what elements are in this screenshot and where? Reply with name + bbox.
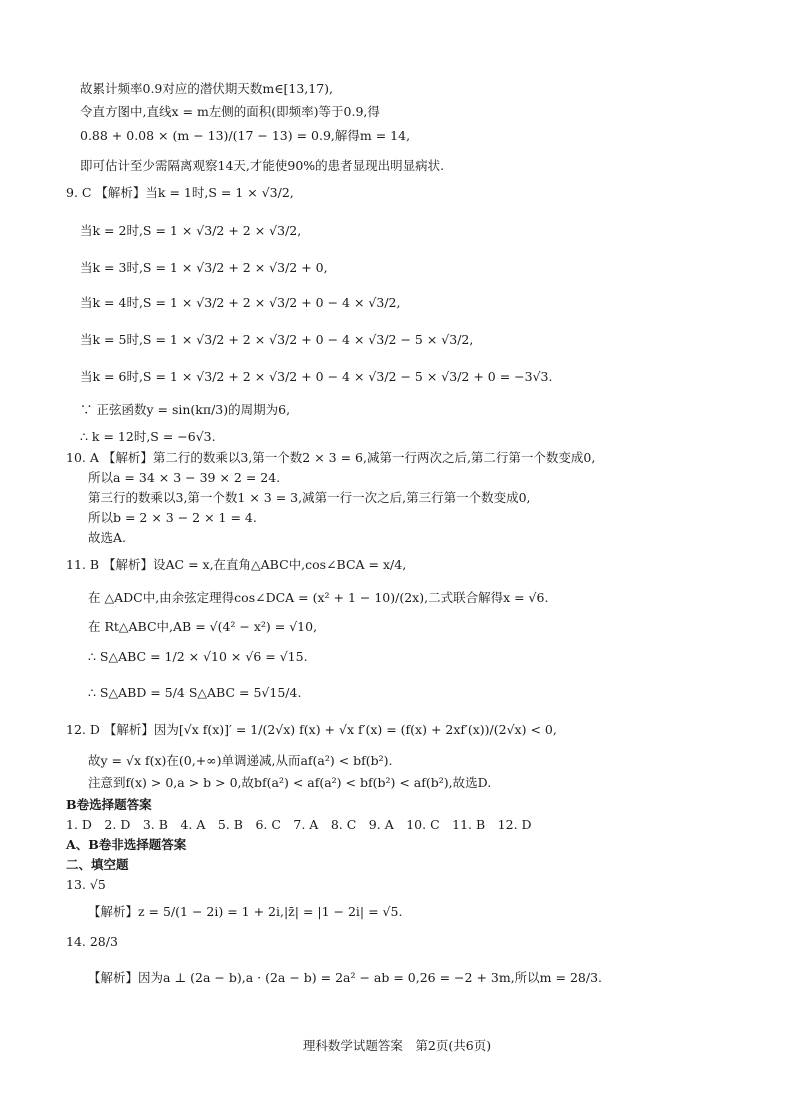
text-line-3: 0.88 + 0.08 × (m − 13)/(17 − 13) = 0.9,解得m = 14, bbox=[80, 128, 411, 143]
q9-period: ∵ 正弦函数y = sin(kπ/3)的周期为6, bbox=[80, 402, 291, 417]
q13-explanation: 【解析】z = 5/(1 − 2i) = 1 + 2i,|z̄| = |1 − 2i| = √5. bbox=[88, 904, 403, 919]
b-choice-answers: 1. D 2. D 3. B 4. A 5. B 6. C 7. A 8. C 9. A 10. C 11. B 12. D bbox=[66, 817, 532, 832]
q10-step-row3: 第三行的数乘以3,第一个数1 × 3 = 3,减第一行一次之后,第三行第一个数变成0, bbox=[88, 490, 531, 505]
q12-monotone: 故y = √x f(x)在(0,+∞)单调递减,从而af(a²) < bf(b²). bbox=[88, 753, 393, 768]
q9-step-4: 当k = 4时,S = 1 × √3/2 + 2 × √3/2 + 0 − 4 × √3/2, bbox=[80, 295, 401, 310]
q10-step-a: 所以a = 34 × 3 − 39 × 2 = 24. bbox=[88, 470, 281, 485]
q11-area-abc: ∴ S△ABC = 1/2 × √10 × √6 = √15. bbox=[88, 649, 308, 664]
q11-answer: 11. B 【解析】设AC = x,在直角△ABC中,cos∠BCA = x/4, bbox=[66, 557, 407, 572]
q12-conclusion: 注意到f(x) > 0,a > b > 0,故bf(a²) < af(a²) < bf(b²) < af(b²),故选D. bbox=[88, 775, 492, 790]
page-footer: 理科数学试题答案 第2页(共6页) bbox=[302, 1038, 492, 1053]
q9-step-6: 当k = 6时,S = 1 × √3/2 + 2 × √3/2 + 0 − 4 × √3/2 − 5 × √3/2 + 0 = −3√3. bbox=[80, 369, 553, 384]
q14-explanation: 【解析】因为a ⊥ (2a − b),a · (2a − b) = 2a² − ab = 0,26 = −2 + 3m,所以m = 28/3. bbox=[88, 970, 602, 985]
q9-step-5: 当k = 5时,S = 1 × √3/2 + 2 × √3/2 + 0 − 4 × √3/2 − 5 × √3/2, bbox=[80, 332, 474, 347]
text-line-4: 即可估计至少需隔离观察14天,才能使90%的患者显现出明显病状. bbox=[80, 158, 445, 173]
q10-choice: 故选A. bbox=[88, 530, 127, 545]
q9-step-3: 当k = 3时,S = 1 × √3/2 + 2 × √3/2 + 0, bbox=[80, 260, 328, 275]
q9-answer: 9. C 【解析】当k = 1时,S = 1 × √3/2, bbox=[66, 185, 294, 200]
q11-ab: 在 Rt△ABC中,AB = √(4² − x²) = √10, bbox=[88, 619, 318, 634]
section-heading-fill-blank: 二、填空题 bbox=[66, 857, 129, 872]
q11-area-abd: ∴ S△ABD = 5/4 S△ABC = 5√15/4. bbox=[88, 685, 302, 700]
q9-step-2: 当k = 2时,S = 1 × √3/2 + 2 × √3/2, bbox=[80, 223, 302, 238]
q13-answer: 13. √5 bbox=[66, 877, 106, 892]
text-line-2: 令直方图中,直线x = m左侧的面积(即频率)等于0.9,得 bbox=[80, 104, 380, 119]
section-heading-b-choice: B卷选择题答案 bbox=[66, 797, 152, 812]
q14-answer: 14. 28/3 bbox=[66, 934, 118, 949]
section-heading-nonchoice: A、B卷非选择题答案 bbox=[66, 837, 187, 852]
q10-step-b: 所以b = 2 × 3 − 2 × 1 = 4. bbox=[88, 510, 257, 525]
q10-answer: 10. A 【解析】第二行的数乘以3,第一个数2 × 3 = 6,减第一行两次之后,第二行第一个数变成0, bbox=[66, 450, 596, 465]
q11-cosine: 在 △ADC中,由余弦定理得cos∠DCA = (x² + 1 − 10)/(2x),二式联合解得x = √6. bbox=[88, 590, 549, 605]
q9-conclusion: ∴ k = 12时,S = −6√3. bbox=[80, 429, 216, 444]
text-line-1: 故累计频率0.9对应的潜伏期天数m∈[13,17), bbox=[80, 81, 333, 96]
q12-answer: 12. D 【解析】因为[√x f(x)]′ = 1/(2√x) f(x) + √x f′(x) = (f(x) + 2xf′(x))/(2√x) < 0, bbox=[66, 722, 557, 737]
